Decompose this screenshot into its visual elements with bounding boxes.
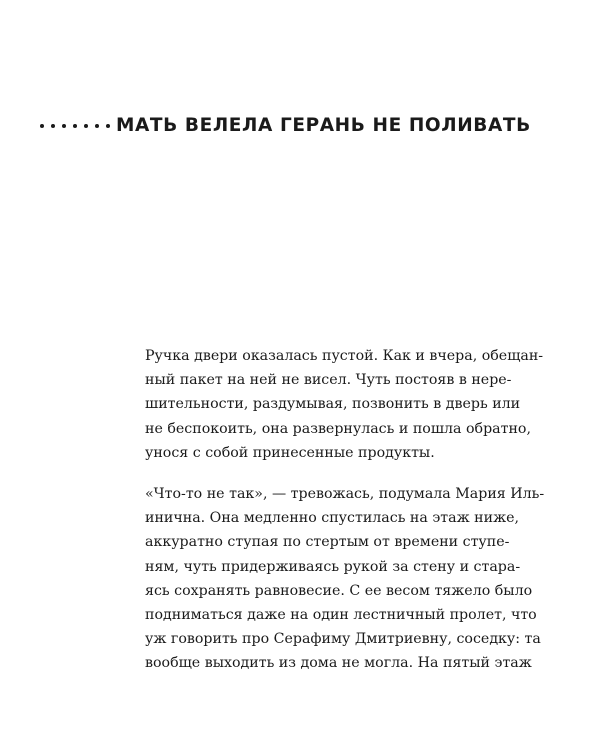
chapter-title: МАТЬ ВЕЛЕЛА ГЕРАНЬ НЕ ПОЛИВАТЬ [116,115,531,136]
text-line: не беспокоить, она развернулась и пошла обратно, [145,420,531,437]
dot-ornament [51,124,55,128]
text-line: аккуратно ступая по стертым от времени ступе- [145,534,510,551]
text-line: ням, чуть придерживаясь рукой за стену и стара- [145,558,521,575]
dot-ornament [84,124,88,128]
text-line: Ручка двери оказалась пустой. Как и вчера, обещан- [145,348,544,364]
dot-ornament [73,124,77,128]
dot-leader [40,124,110,128]
text-line: шительности, раздумывая, позвонить в дверь или [145,396,521,413]
text-line: вообще выходить из дома не могла. На пятый этаж [145,655,532,672]
paragraph-2 [145,482,545,676]
text-line: ясь сохранять равновесие. С ее весом тяжело было [145,582,533,599]
chapter-heading [40,115,531,136]
text-line: унося с собой принесенные продукты. [145,444,435,461]
dot-ornament [106,124,110,128]
dot-ornament [40,124,44,128]
text-line: инична. Она медленно спустилась на этаж ниже, [145,510,520,527]
text-line: подниматься даже на один лестничный пролет, что [145,607,537,624]
text-line: уж говорить про Серафиму Дмитриевну, соседку: та [145,631,541,648]
text-line: «Что-то не так», — тревожась, подумала Мария Иль- [145,486,545,502]
text-line: ный пакет на ней не висел. Чуть постояв в нере- [145,372,512,389]
paragraph-1 [145,344,544,465]
dot-ornament [62,124,66,128]
dot-ornament [95,124,99,128]
